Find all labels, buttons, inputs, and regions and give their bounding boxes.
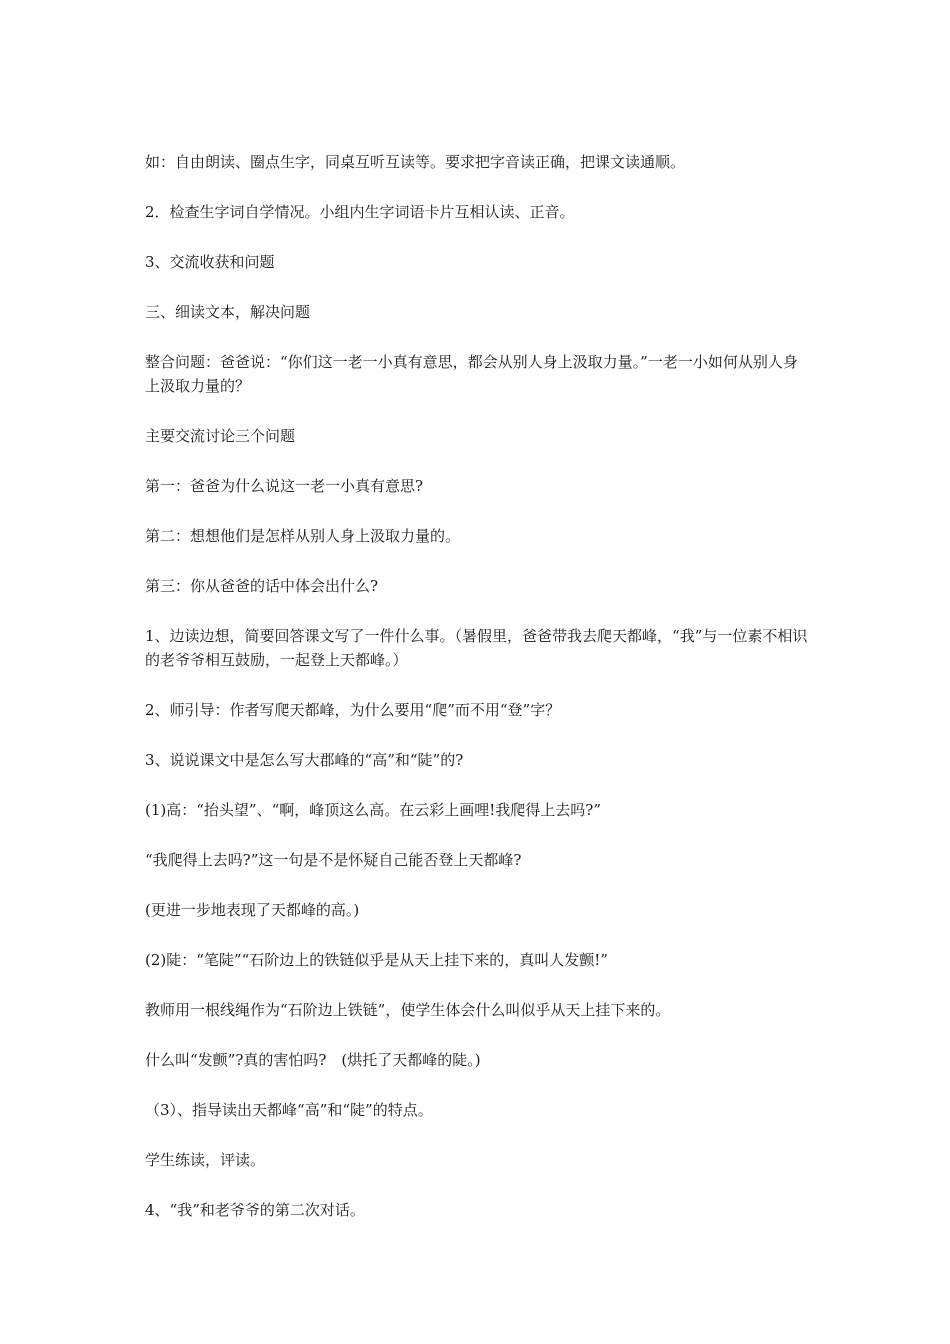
paragraph: 第三：你从爸爸的话中体会出什么?	[145, 577, 379, 595]
paragraph: 2、师引导：作者写爬天都峰，为什么要用“爬”而不用“登”字？	[145, 701, 561, 719]
paragraph: (更进一步地表现了天都峰的高。)	[145, 901, 360, 919]
paragraph: 1、边读边想，简要回答课文写了一件什么事。（暑假里，爸爸带我去爬天都峰，“我”与一位素不相识的老爷爷相互鼓励，一起登上天都峰。）	[145, 627, 808, 669]
paragraph: 3、说说课文中是怎么写大郡峰的“高”和“陡”的?	[145, 751, 464, 769]
paragraph: （3）、指导读出天都峰“高”和“陡”的特点。	[145, 1101, 433, 1119]
paragraph: 教师用一根线绳作为“石阶边上铁链”，使学生体会什么叫似乎从天上挂下来的。	[145, 1001, 671, 1019]
paragraph: 主要交流讨论三个问题	[145, 427, 296, 445]
paragraph: “我爬得上去吗?”这一句是不是怀疑自己能否登上天都峰?	[145, 851, 522, 869]
paragraph: 第二：想想他们是怎样从别人身上汲取力量的。	[145, 527, 461, 545]
document-body	[145, 150, 810, 1248]
paragraph: 整合问题：爸爸说：“你们这一老一小真有意思，都会从别人身上汲取力量。”一老一小如何从别人身上汲取力量的？	[145, 353, 798, 395]
paragraph: (1)高：“抬头望”、“啊，峰顶这么高。在云彩上画哩!我爬得上去吗?”	[145, 801, 601, 819]
paragraph: 学生练读，评读。	[145, 1151, 266, 1169]
paragraph: (2)陡：“笔陡”“石阶边上的铁链似乎是从天上挂下来的，真叫人发颤!”	[145, 951, 608, 969]
section-heading: 三、细读文本，解决问题	[145, 303, 311, 321]
paragraph: 4、“我”和老爷爷的第二次对话。	[145, 1201, 365, 1219]
paragraph: 什么叫“发颤”?真的害怕吗? (烘托了天都峰的陡。)	[145, 1051, 481, 1069]
paragraph: 3、交流收获和问题	[145, 253, 275, 271]
paragraph: 第一：爸爸为什么说这一老一小真有意思?	[145, 477, 424, 495]
paragraph: 如：自由朗读、圈点生字，同桌互听互读等。要求把字音读正确，把课文读通顺。	[145, 153, 686, 171]
paragraph: 2．检查生字词自学情况。小组内生字词语卡片互相认读、正音。	[145, 203, 575, 221]
